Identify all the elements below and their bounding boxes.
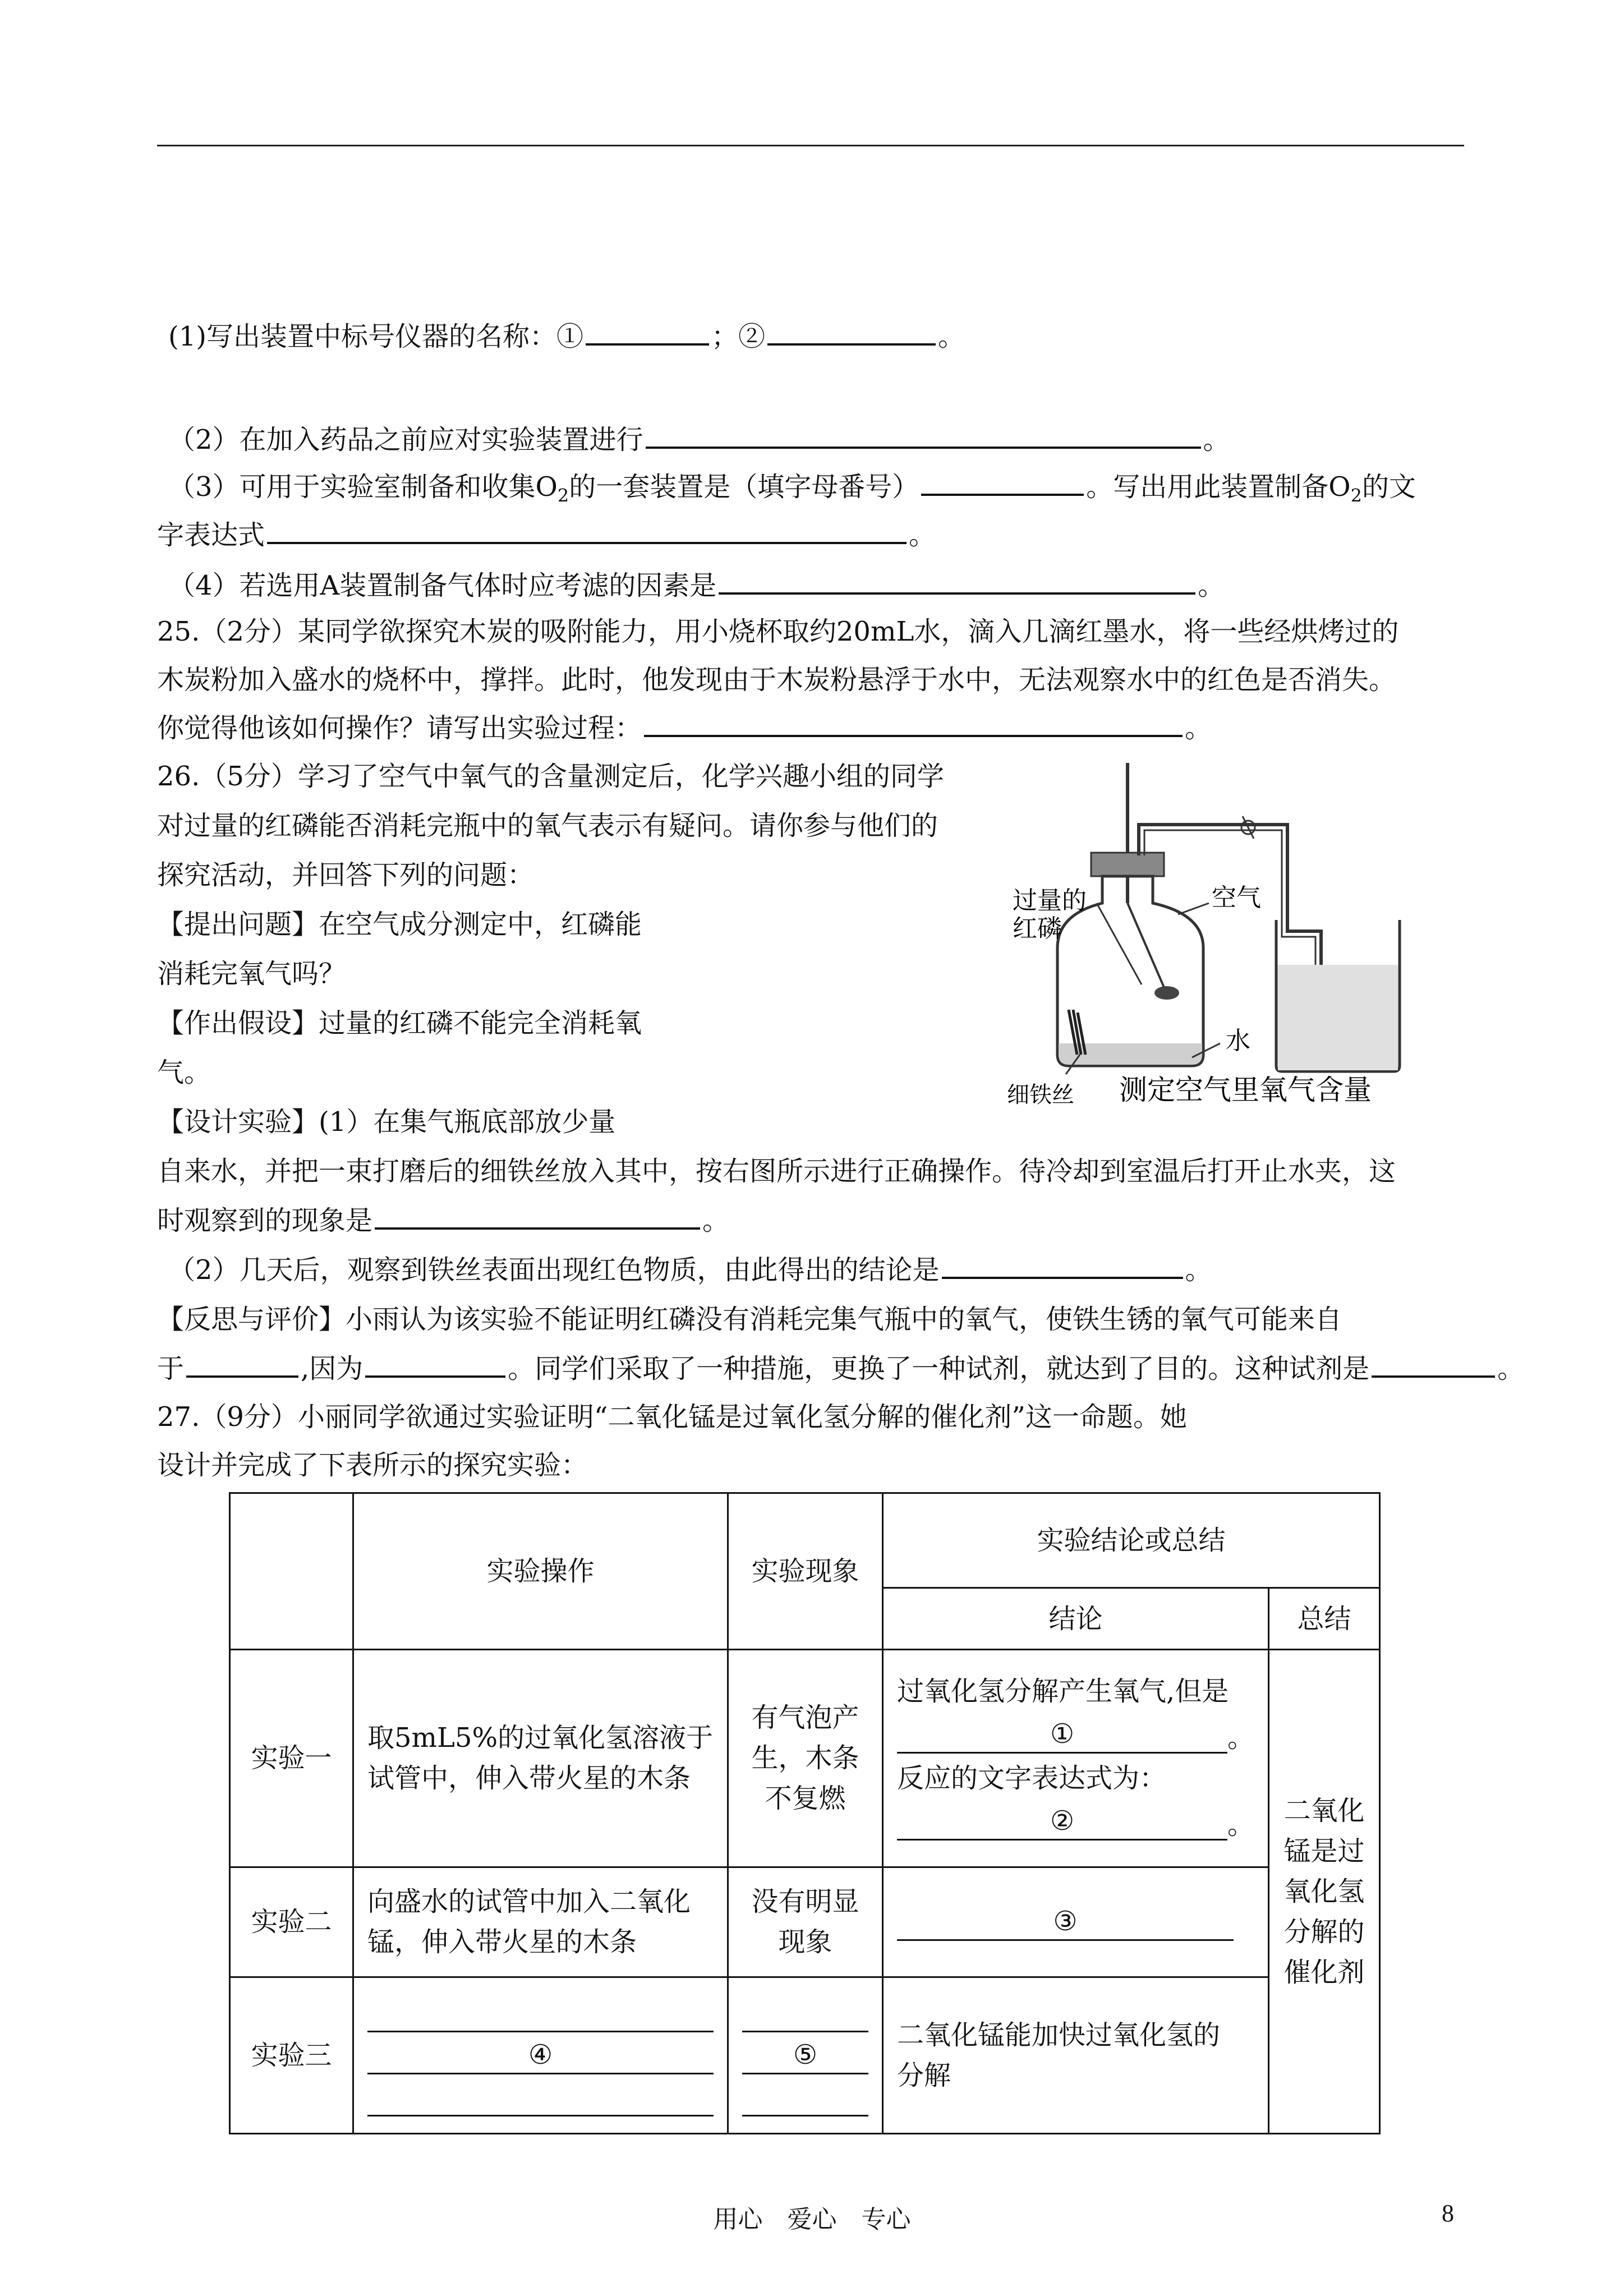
label-phosphorus-1: 过量的 [1013, 886, 1087, 915]
figure-caption: 测定空气里氧气含量 [1119, 1074, 1372, 1106]
footer-slogan: 用心 爱心 专心 [713, 2205, 911, 2234]
q25-line2: 木炭粉加入盛水的烧杯中，撑拌。此时，他发现由于木炭粉悬浮于水中，无法观察水中的红色是否消失。 [157, 664, 1396, 696]
phenomenon-cell [728, 1649, 883, 1867]
header-rule [157, 145, 1464, 146]
text: （3）可用于实验室制备和收集O [168, 471, 558, 503]
cell-text: 生，木条 [751, 1742, 859, 1774]
label-air: 空气 [1212, 884, 1261, 912]
q26-line7: 气。 [157, 1057, 211, 1088]
cell-text: 氧化氢 [1283, 1875, 1365, 1907]
answer-blank[interactable] [367, 1995, 714, 2032]
q24-part3 [168, 469, 1416, 514]
text: （2）几天后，观察到铁丝表面出现红色物质，由此得出的结论是 [168, 1254, 940, 1286]
q24-part4 [168, 568, 1225, 604]
text: 字表达式 [157, 519, 265, 551]
text: 时观察到的现象是 [157, 1205, 373, 1236]
answer-blank[interactable] [1372, 1351, 1495, 1378]
subscript: 2 [557, 485, 569, 507]
answer-blank[interactable] [186, 1351, 298, 1378]
cell-text: 锰，伸入带火星的木条 [367, 1926, 637, 1958]
q26-line10 [157, 1203, 729, 1239]
q26-line6: 【作出假设】过量的红磷不能完全消耗氧 [157, 1007, 642, 1039]
answer-blank[interactable] [742, 2079, 868, 2116]
cell-text: 二氧化 [1283, 1795, 1365, 1826]
header-conclusion: 结论 [883, 1588, 1269, 1649]
answer-blank[interactable] [921, 469, 1084, 496]
period: 。 [1227, 1809, 1254, 1841]
q26-line5: 消耗完氧气吗？ [157, 958, 346, 990]
cell-text: 取5mL5%的过氧化氢溶液于 [367, 1722, 714, 1754]
summary-cell [1269, 1649, 1380, 2133]
answer-blank[interactable]: ② [897, 1803, 1227, 1841]
blank-row [897, 1798, 1254, 1845]
answer-blank[interactable] [375, 1203, 700, 1230]
q24-part1 [168, 319, 965, 355]
q26-line8: 【设计实验】(1）在集气瓶底部放少量 [157, 1106, 616, 1138]
answer-blank[interactable]: ④ [367, 2037, 714, 2074]
operation-cell [353, 1649, 728, 1867]
q26-line12: 【反思与评价】小雨认为该实验不能证明红磷没有消耗完集气瓶中的氧气，使铁生锈的氧气可能来自 [157, 1304, 1342, 1335]
conclusion-cell [883, 1977, 1269, 2134]
q25-line3 [157, 710, 1212, 746]
operation-cell [353, 1867, 728, 1977]
phenomenon-cell [728, 1977, 883, 2134]
table-corner [230, 1493, 353, 1650]
operation-cell [353, 1977, 728, 2134]
q26-line11 [168, 1252, 1212, 1288]
text: ,因为 [301, 1353, 364, 1384]
answer-blank[interactable] [646, 422, 1201, 449]
cell-text: 分解 [897, 2060, 951, 2092]
q26-line3: 探究活动，并回答下列的问题： [157, 859, 535, 891]
subscript: 2 [1350, 485, 1362, 507]
answer-blank[interactable] [719, 568, 1195, 595]
answer-blank[interactable]: ③ [897, 1903, 1234, 1941]
label-phosphorus-2: 红磷 [1013, 914, 1062, 943]
answer-blank[interactable] [644, 710, 1183, 737]
page-number: 8 [1442, 2200, 1454, 2227]
text: 。同学们采取了一种措施，更换了一种试剂，就达到了目的。这种试剂是 [508, 1353, 1370, 1384]
q27-line2: 设计并完成了下表所示的探究实验： [157, 1450, 588, 1481]
q27-line1: 27.（9分）小丽同学欲通过实验证明“二氧化锰是过氧化氢分解的催化剂”这一命题。她 [157, 1401, 1187, 1433]
answer-blank[interactable] [367, 2079, 714, 2116]
answer-blank[interactable] [767, 319, 936, 346]
label-iron-wire: 细铁丝 [1007, 1082, 1074, 1108]
text: 。 [1185, 712, 1212, 744]
cell-text: 没有明显 [751, 1886, 859, 1918]
text: 。 [909, 519, 936, 551]
text: 。 [702, 1205, 730, 1236]
answer-blank[interactable]: ① [897, 1716, 1227, 1754]
text: 。 [1203, 424, 1230, 455]
answer-blank[interactable]: ⑤ [742, 2037, 868, 2074]
row-name: 实验二 [230, 1867, 353, 1977]
text: 。 [1198, 570, 1225, 601]
q26-line1: 26.（5分）学习了空气中氧气的含量测定后，化学兴趣小组的同学 [157, 761, 944, 792]
header-conclusion-group: 实验结论或总结 [883, 1493, 1380, 1588]
header-phenomenon: 实验现象 [728, 1493, 883, 1650]
text: 。 [1497, 1353, 1525, 1384]
cell-text: 过氧化氢分解产生氧气,但是 [897, 1676, 1229, 1708]
cell-text: 锰是过 [1283, 1835, 1365, 1867]
text: 的文 [1362, 471, 1416, 503]
cell-text: 有气泡产 [751, 1702, 859, 1734]
table-row [230, 1649, 1380, 1867]
cell-text: 向盛水的试管中加入二氧化 [367, 1886, 691, 1918]
period: 。 [1227, 1722, 1254, 1754]
header-summary: 总结 [1269, 1588, 1380, 1649]
q26-line13 [157, 1351, 1524, 1387]
header-operation: 实验操作 [353, 1493, 728, 1650]
q24-part3-line2 [157, 517, 936, 553]
row-name: 实验三 [230, 1977, 353, 2134]
answer-blank[interactable] [586, 319, 709, 346]
cell-text: 反应的文字表达式为： [897, 1763, 1167, 1795]
text: ；② [711, 321, 766, 352]
conclusion-cell [883, 1867, 1269, 1977]
text: 。写出用此装置制备O [1086, 471, 1351, 503]
conclusion-cell [883, 1649, 1269, 1867]
experiment-table [229, 1492, 1381, 2134]
oxygen-measurement-figure [1007, 763, 1414, 1114]
table-row [230, 1867, 1380, 1977]
text: （4）若选用A装置制备气体时应考滤的因素是 [168, 570, 717, 601]
answer-blank[interactable] [742, 1995, 868, 2032]
q26-line4: 【提出问题】在空气成分测定中，红磷能 [157, 909, 642, 940]
label-water: 水 [1226, 1027, 1250, 1055]
text: 于 [157, 1353, 185, 1384]
text: (1)写出装置中标号仪器的名称：① [168, 321, 583, 352]
cell-text: 催化剂 [1283, 1956, 1365, 1988]
q25-line1: 25.（2分）某同学欲探究木炭的吸附能力，用小烧杯取约20mL水，滴入几滴红墨水，将一些经烘烤过的 [157, 616, 1399, 647]
text: 你觉得他该如何操作？请写出实验过程： [157, 712, 642, 744]
row-name: 实验一 [230, 1649, 353, 1867]
text: （2）在加入药品之前应对实验装置进行 [168, 424, 643, 455]
phenomenon-cell [728, 1867, 883, 1977]
table-row [230, 1977, 1380, 2134]
cell-text: 分解的 [1283, 1916, 1365, 1948]
q26-line2: 对过量的红磷能否消耗完瓶中的氧气表示有疑问。请你参与他们的 [157, 810, 938, 841]
text: 。 [938, 321, 965, 352]
answer-blank[interactable] [365, 1351, 505, 1378]
blank-row [897, 1711, 1254, 1758]
q24-part2 [168, 422, 1230, 458]
cell-text: 现象 [778, 1926, 832, 1958]
cell-text: 二氧化锰能加快过氧化氢的 [897, 2019, 1221, 2051]
cell-text: 不复燃 [765, 1783, 846, 1815]
q26-line9: 自来水，并把一束打磨后的细铁丝放入其中，按右图所示进行正确操作。待冷却到室温后打开止水夹，这 [157, 1156, 1396, 1187]
cell-text: 试管中，伸入带火星的木条 [367, 1763, 691, 1795]
answer-blank[interactable] [267, 517, 907, 544]
text: 的一套装置是（填字母番号） [569, 471, 919, 503]
answer-blank[interactable] [942, 1252, 1183, 1279]
text: 。 [1185, 1254, 1212, 1286]
